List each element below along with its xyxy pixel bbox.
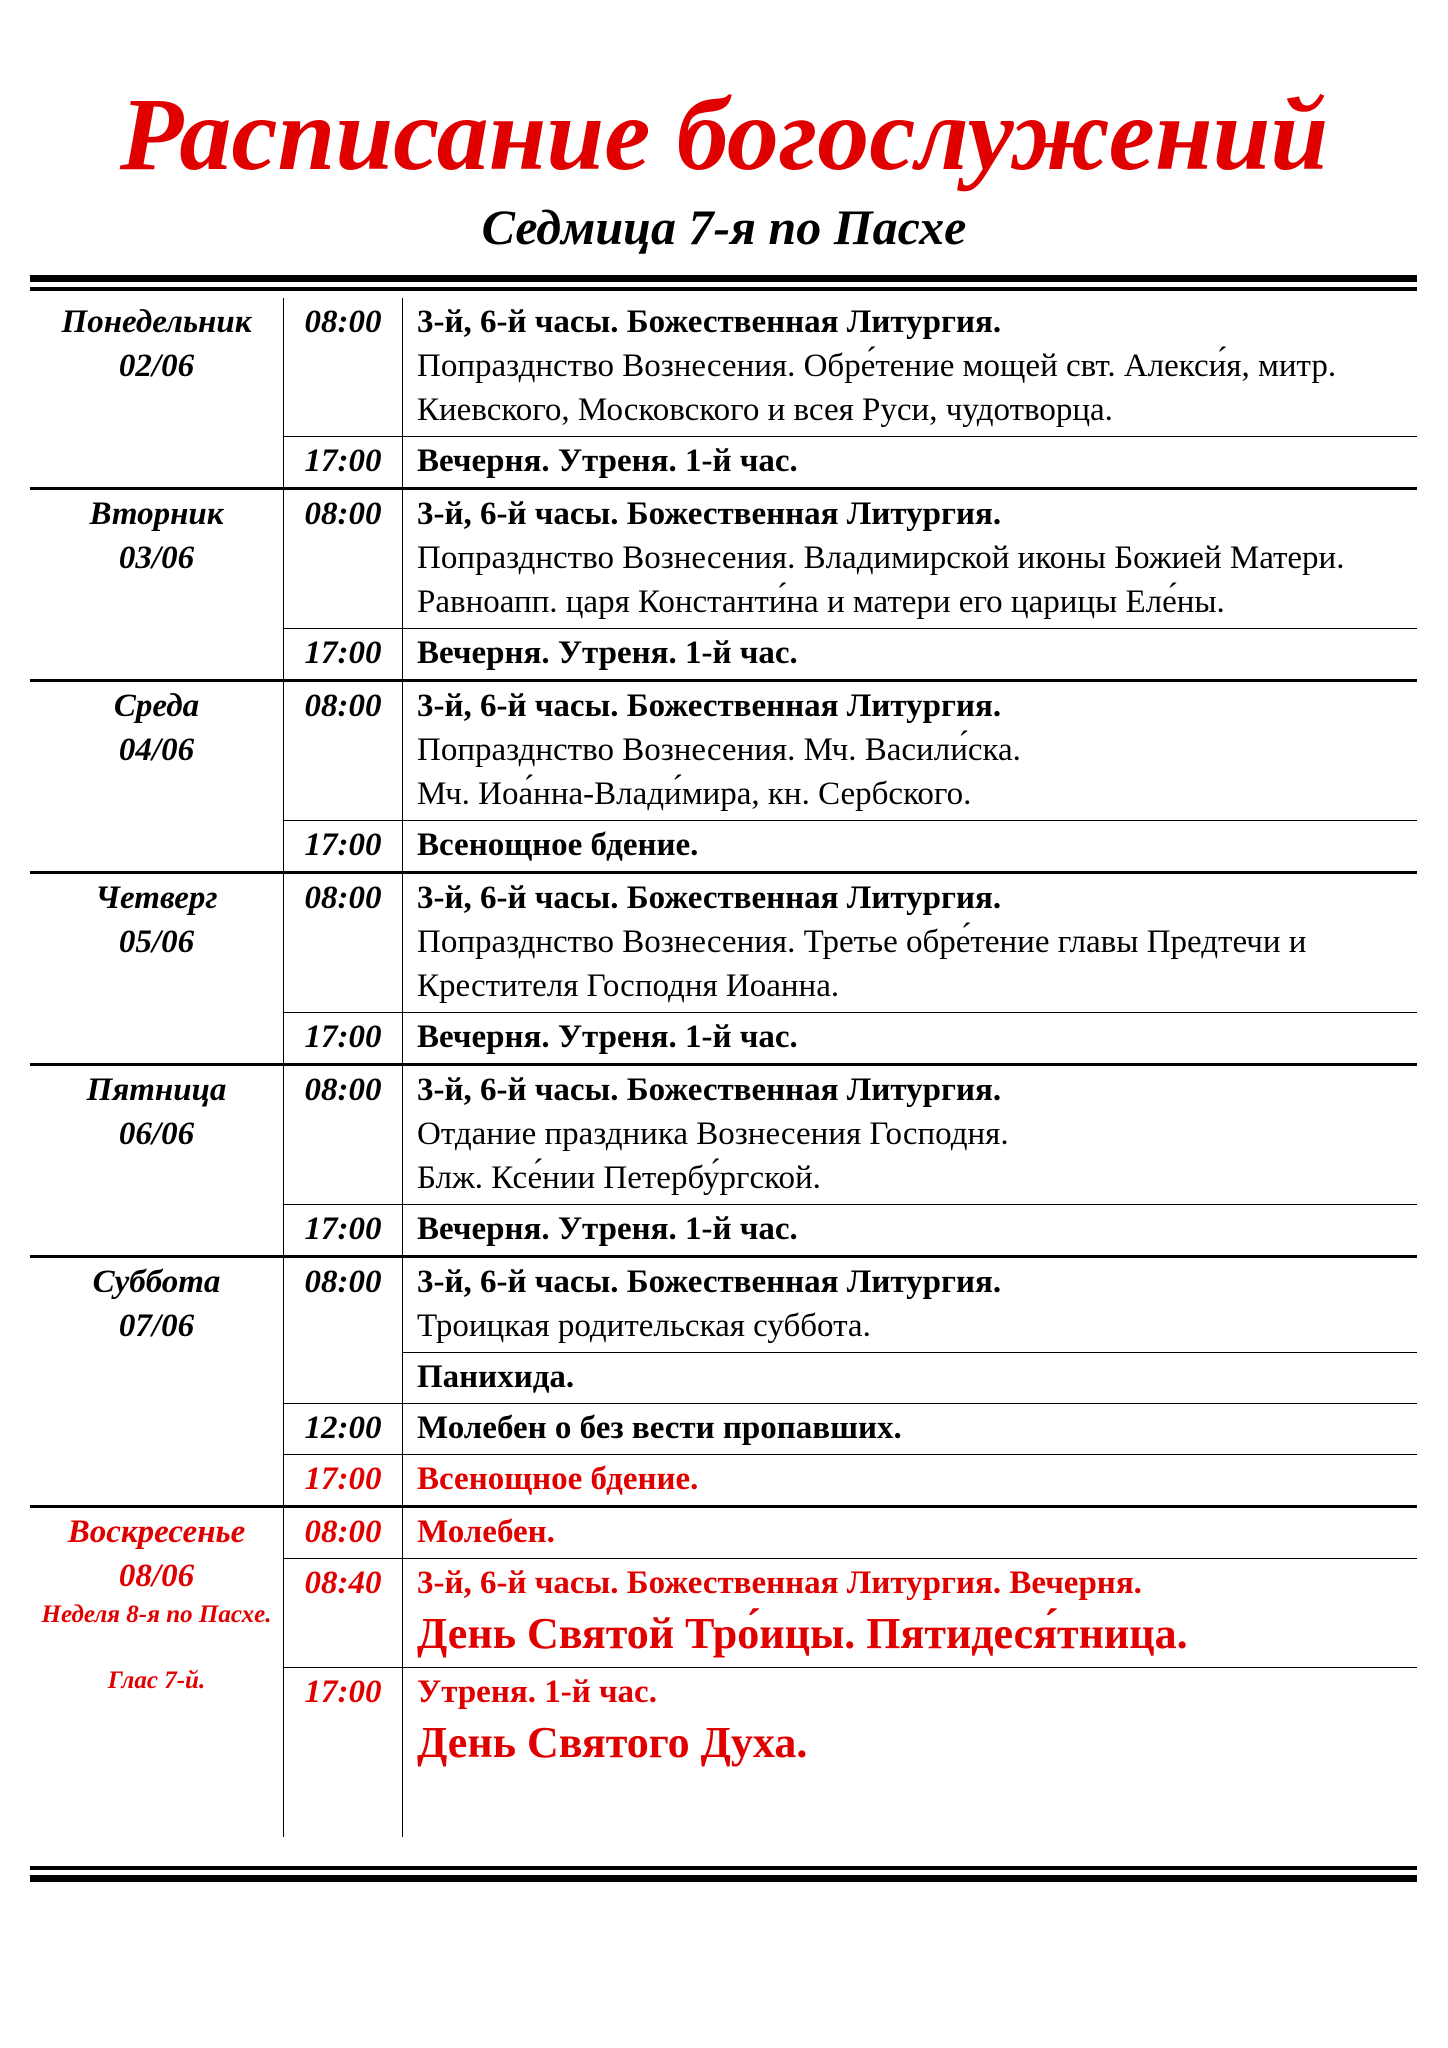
day-cell-monday [30, 298, 284, 489]
service-time: 17:00 [284, 1455, 403, 1507]
service-desc [403, 1013, 1418, 1065]
service-time: 17:00 [284, 1205, 403, 1257]
day-date: 03/06 [118, 540, 195, 576]
service-note: Мч. Иоа́нна-Влади́мира, кн. Сербского. [417, 776, 972, 812]
service-time: 08:40 [284, 1559, 403, 1668]
service-title: 3-й, 6-й часы. Божественная Литургия. Вечерня. [417, 1565, 1142, 1601]
table-row [30, 1065, 1417, 1205]
service-desc [403, 1205, 1418, 1257]
service-title: 3-й, 6-й часы. Божественная Литургия. [417, 496, 1002, 532]
service-time: 08:00 [284, 1507, 403, 1559]
service-desc [403, 873, 1418, 1013]
service-note: Троицкая родительская суббота. [417, 1308, 871, 1344]
service-title: 3-й, 6-й часы. Божественная Литургия. [417, 304, 1002, 340]
service-time: 12:00 [284, 1404, 403, 1455]
day-name: Понедельник [61, 304, 252, 340]
service-time: 17:00 [284, 437, 403, 489]
service-title: Молебен о без вести пропавших. [417, 1410, 902, 1446]
top-rule-thick [30, 275, 1417, 282]
table-row [30, 681, 1417, 821]
top-rule-thin [30, 287, 1417, 291]
service-time: 08:00 [284, 298, 403, 437]
service-title: Молебен. [417, 1514, 555, 1550]
service-desc [403, 1559, 1418, 1668]
service-time: 17:00 [284, 629, 403, 681]
service-desc [403, 1257, 1418, 1353]
service-time: 08:00 [284, 873, 403, 1013]
page-title: Расписание богослужений [119, 77, 1329, 192]
service-desc [403, 681, 1418, 821]
table-row [30, 873, 1417, 1013]
service-title: 3-й, 6-й часы. Божественная Литургия. [417, 1072, 1002, 1108]
service-title: Вечерня. Утреня. 1-й час. [417, 635, 798, 671]
schedule-table [30, 298, 1417, 1837]
service-note: Попразднство Вознесения. Мч. Васили́ска. [417, 732, 1021, 768]
service-desc [403, 821, 1418, 873]
service-note: Попразднство Вознесения. Обре́тение мощей свт. Алекси́я, митр. Киевского, Московского и всея Руси, чудотворца. [417, 348, 1337, 428]
service-note: Попразднство Вознесения. Третье обре́тение главы Предтечи и Крестителя Господня Иоанна. [417, 924, 1307, 1004]
service-time: 08:00 [284, 1257, 403, 1404]
feast-title: День Святого Духа. [417, 1718, 808, 1767]
service-note: Попразднство Вознесения. Владимирской иконы Божией Матери. Равноапп. царя Константи́на и матери его царицы Еле́ны. [417, 540, 1345, 620]
day-name: Среда [113, 688, 200, 724]
tone-note: Глас 7-й. [107, 1667, 206, 1694]
table-row [30, 1507, 1417, 1559]
service-title: Вечерня. Утреня. 1-й час. [417, 1211, 798, 1247]
day-name: Вторник [89, 496, 224, 532]
service-title: 3-й, 6-й часы. Божественная Литургия. [417, 880, 1002, 916]
service-time: 17:00 [284, 1668, 403, 1777]
service-note: Блж. Ксе́нии Петербу́ргской. [417, 1160, 821, 1196]
service-title: Вечерня. Утреня. 1-й час. [417, 1019, 798, 1055]
service-desc [403, 1353, 1418, 1404]
day-cell-saturday [30, 1257, 284, 1507]
day-name: Пятница [86, 1072, 227, 1108]
day-cell-tuesday [30, 489, 284, 681]
service-title: Всенощное бдение. [417, 827, 699, 863]
day-date: 02/06 [118, 348, 195, 384]
service-time: 08:00 [284, 681, 403, 821]
feast-title: День Святой Тро́ицы. Пятидеся́тница. [417, 1609, 1188, 1658]
service-title: Всенощное бдение. [417, 1461, 699, 1497]
service-desc [403, 1507, 1418, 1559]
bottom-rule-thin [30, 1866, 1417, 1870]
service-desc [403, 1404, 1418, 1455]
day-date: 06/06 [118, 1116, 195, 1152]
service-time: 17:00 [284, 821, 403, 873]
service-title: Утреня. 1-й час. [417, 1674, 657, 1710]
service-title: Панихида. [417, 1359, 575, 1395]
service-time: 17:00 [284, 1013, 403, 1065]
day-cell-sunday [30, 1507, 284, 1838]
day-date: 08/06 [118, 1558, 195, 1594]
day-name: Суббота [92, 1264, 221, 1300]
day-name: Четверг [95, 880, 218, 916]
service-desc [403, 1668, 1418, 1777]
service-note: Отдание праздника Вознесения Господня. [417, 1116, 1009, 1152]
page-subtitle: Седмица 7-я по Пасхе [481, 199, 967, 255]
table-row [30, 298, 1417, 437]
service-desc [403, 298, 1418, 437]
service-title: 3-й, 6-й часы. Божественная Литургия. [417, 1264, 1002, 1300]
service-desc [403, 1455, 1418, 1507]
service-desc [403, 629, 1418, 681]
day-cell-wednesday [30, 681, 284, 873]
day-date: 04/06 [118, 732, 195, 768]
service-desc [403, 437, 1418, 489]
day-cell-friday [30, 1065, 284, 1257]
table-row [30, 1257, 1417, 1353]
service-desc [403, 1065, 1418, 1205]
service-title: Вечерня. Утреня. 1-й час. [417, 443, 798, 479]
service-desc [403, 489, 1418, 629]
week-note: Неделя 8-я по Пасхе. [41, 1601, 272, 1628]
day-date: 05/06 [118, 924, 195, 960]
table-row [30, 489, 1417, 629]
service-title: 3-й, 6-й часы. Божественная Литургия. [417, 688, 1002, 724]
day-cell-thursday [30, 873, 284, 1065]
bottom-rule-thick [30, 1875, 1417, 1882]
service-time: 08:00 [284, 1065, 403, 1205]
day-name: Воскресенье [67, 1514, 246, 1550]
day-date: 07/06 [118, 1308, 195, 1344]
service-time: 08:00 [284, 489, 403, 629]
